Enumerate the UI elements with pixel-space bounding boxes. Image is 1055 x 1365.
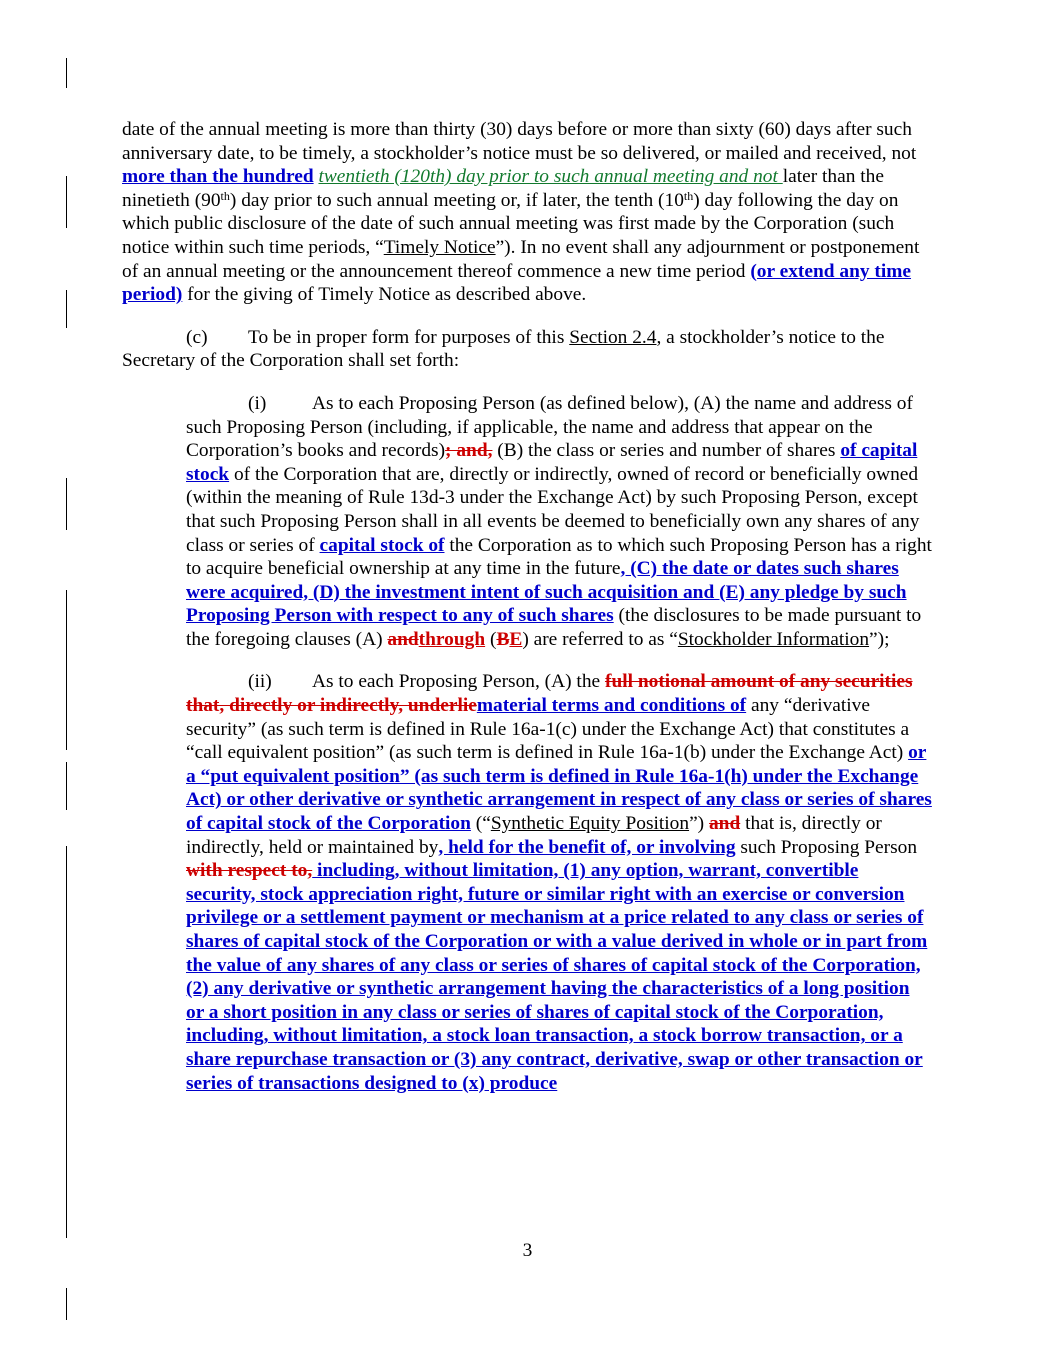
deleted-text: and — [387, 628, 419, 650]
paragraph-b-continued — [122, 118, 932, 307]
defined-term: Stockholder Information — [677, 628, 870, 650]
ordinal-suffix: th — [683, 188, 694, 203]
body-text: of the Corporation that are, directly or indirectly, owned of record or beneficially owned (within the meaning of Rule 13d-3 under the Exchange Act) by such Proposing Person, except that such Proposing Person shall in all events be deemed to beneficially own any shares of any class or series of — [186, 463, 920, 556]
inserted-text-alt: E — [509, 628, 523, 650]
body-text: , a stockholder’s notice to the Secretary of the Corporation shall set forth: — [122, 326, 885, 372]
document-body — [122, 118, 932, 1114]
inserted-text: , (C) the date or dates such shares were acquired, (D) the investment intent of such acquisition and (E) any pledge by such Proposing Person with respect to any of such shares — [186, 558, 907, 627]
change-bar — [66, 590, 67, 750]
inserted-text: capital stock of — [319, 534, 445, 556]
defined-term: Timely Notice — [383, 236, 496, 258]
body-text: for the giving of Timely Notice as described above. — [182, 284, 587, 306]
body-text: As to each Proposing Person, (A) the — [312, 671, 605, 693]
body-text: (the disclosures to be made pursuant to the foregoing clauses (A) — [186, 605, 922, 650]
body-text: later than the ninetieth (90 — [122, 166, 884, 211]
inserted-text: more than the hundred — [122, 166, 314, 188]
inserted-text: including, without limitation, (1) any option, warrant, convertible security, stock appreciation right, future or similar right with an exercise or conversion privilege or a settlement payment or mechanism at a price related to any class or series of shares of capital stock of the Corporation or with a value derived in whole or in part from the value of any shares of any class or series of shares of capital stock of the Corporation, (2) any derivative or synthetic arrangement having the characteristics of a long position or a short position in any class or series of shares of capital stock of the Corporation, including, without limitation, a stock loan transaction, a stock borrow transaction, or a share repurchase transaction or (3) any contract, derivative, swap or other transaction or series of transactions designed to (x) produce — [186, 860, 928, 1094]
inserted-text: (or extend any time period) — [122, 260, 912, 306]
change-bar — [66, 478, 67, 530]
change-bar — [66, 58, 67, 88]
body-text: ”). In no event shall any adjournment or postponement of an annual meeting or the announcement thereof commence a new time period — [122, 236, 920, 282]
body-text: ( — [485, 628, 497, 650]
body-text: ) day prior to such annual meeting or, if later, the tenth (10 — [229, 189, 684, 211]
paragraph-c — [122, 326, 932, 373]
body-text: ) day following the day on which public disclosure of the date of such annual meeting was first made by the Corporation (such notice within such time periods, “ — [122, 189, 899, 258]
body-text: any “derivative security” (as such term is defined in Rule 16a-1(c) under the Exchange Act) that constitutes a “call equivalent position” (as such term is defined in Rule 16a-1(b) under the Exchange Act) — [186, 695, 910, 764]
body-text: such Proposing Person — [735, 836, 918, 858]
body-text: date of the annual meeting is more than thirty (30) days before or more than sixty (60) days after such anniversary date, to be timely, a stockholder’s notice must be so delivered, or mailed and received, not — [122, 119, 917, 164]
body-text: ) are referred to as “ — [522, 628, 678, 650]
body-text: To be in proper form for purposes of this — [248, 326, 570, 348]
paragraph-marker: (i) — [248, 392, 267, 414]
page-number: 3 — [522, 1240, 533, 1261]
inserted-text: material terms and conditions of — [476, 695, 747, 717]
body-text: ”); — [869, 628, 890, 650]
deleted-text: and — [708, 813, 741, 835]
change-bar — [66, 176, 67, 228]
inserted-text-alt: through — [418, 628, 486, 650]
body-text: As to each Proposing Person (as defined below), (A) the name and address of such Proposing Person (including, if applicable, the name and address that appear on the Corporation’s books and records) — [186, 392, 913, 462]
defined-term: Synthetic Equity Position — [490, 813, 690, 835]
paragraph-marker: (c) — [186, 326, 208, 348]
change-bar — [66, 762, 67, 810]
inserted-text: , held for the benefit of, or involving — [438, 836, 736, 858]
change-bar — [66, 1288, 67, 1320]
body-text: that is, directly or indirectly, held or maintained by — [186, 813, 882, 858]
deleted-text: ; and, — [445, 440, 493, 462]
defined-term: Section 2.4 — [569, 326, 657, 348]
paragraph-c-ii — [186, 670, 932, 1095]
deleted-text: with respect to, — [186, 860, 313, 882]
deleted-text: B — [496, 628, 510, 650]
revision-change-bars — [66, 0, 70, 1365]
change-bar — [66, 290, 67, 328]
inserted-text-alt-author: twentieth (120th) day prior to such annual meeting and not — [318, 166, 783, 188]
deleted-text: full notional amount of any securities that, directly or indirectly, underlie — [186, 671, 913, 717]
body-text: (B) the class or series and number of shares — [492, 440, 841, 462]
paragraph-c-i — [186, 392, 932, 652]
inserted-text: of capital stock — [186, 440, 918, 485]
change-bar — [66, 846, 67, 1238]
body-text: (“ — [470, 813, 491, 835]
ordinal-suffix: th — [220, 188, 230, 203]
inserted-text: or a “put equivalent position” (as such term is defined in Rule 16a-1(h) under the Exchange Act) or other derivative or synthetic arrangement in respect of any class or series of shares of capital stock of the Corporation — [186, 742, 932, 835]
body-text: ”) — [689, 813, 709, 835]
paragraph-marker: (ii) — [248, 671, 272, 693]
body-text: the Corporation as to which such Proposing Person has a right to acquire beneficial ownership at any time in the future — [186, 534, 932, 580]
